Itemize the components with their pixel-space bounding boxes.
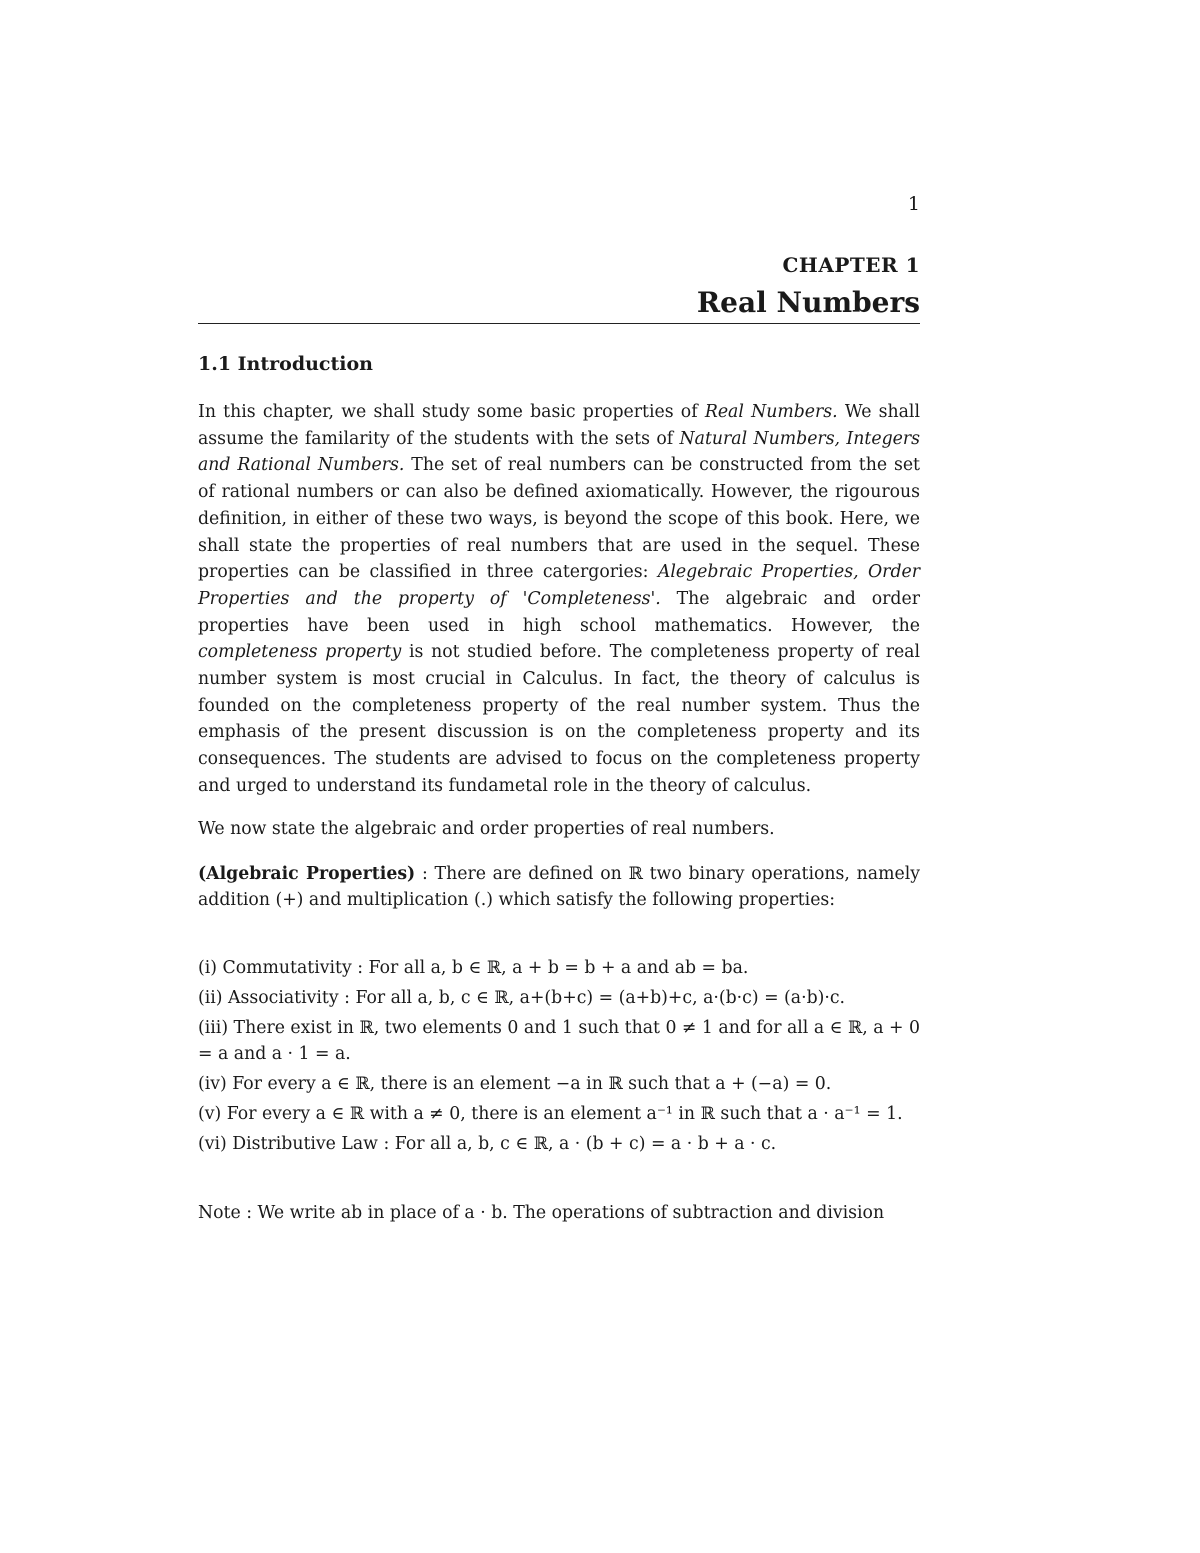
page-number: 1 [907, 193, 920, 215]
intro-text-3: The set of real numbers can be constructed from the set of rational numbers or can also be defined axiomatically. However, the rigourous definition, in either of these two ways, is beyond the scope of this book. Here, we shall state the properties of real numbers that are used in the sequel. These properties can be classified in three catergories: [198, 455, 920, 583]
intro-text-2: We shall assume the familarity of the students with the sets of [198, 402, 920, 449]
algebraic-properties-text: : There are defined on ℝ two binary operations, namely addition (+) and multiplication (.) which satisfy the following properties: [198, 864, 920, 910]
intro-emphasis-4: completeness property [198, 642, 402, 663]
title-rule [198, 323, 920, 324]
intro-text-1: In this chapter, we shall study some basic properties of [198, 402, 705, 422]
algebraic-properties-paragraph [198, 861, 920, 913]
properties-statement: We now state the algebraic and order properties of real numbers. [198, 819, 775, 839]
property-distributive-law: (vi) Distributive Law : For all a, b, c ∈ ℝ, a · (b + c) = a · b + a · c. [198, 1134, 777, 1154]
intro-emphasis-3: Alegebraic Properties, Order Properties and the property of 'Completeness'. [198, 562, 920, 609]
chapter-label: CHAPTER 1 [782, 253, 920, 277]
intro-emphasis-2: Natural Numbers, Integers and Rational Numbers. [198, 428, 920, 476]
intro-paragraph [198, 399, 920, 800]
properties-list [198, 955, 920, 1161]
property-associativity: (ii) Associativity : For all a, b, c ∈ ℝ, a+(b+c) = (a+b)+c, a·(b·c) = (a·b)·c. [198, 988, 846, 1008]
intro-emphasis-1: Real Numbers. [704, 402, 838, 422]
property-commutativity: (i) Commutativity : For all a, b ∈ ℝ, a + b = b + a and ab = ba. [198, 958, 749, 978]
property-multiplicative-inverse: (v) For every a ∈ ℝ with a ≠ 0, there is an element a⁻¹ in ℝ such that a · a⁻¹ = 1. [198, 1104, 903, 1124]
intro-text-4: The algebraic and order properties have been used in high school mathematics. However, the [198, 588, 920, 636]
property-additive-inverse: (iv) For every a ∈ ℝ, there is an element −a in ℝ such that a + (−a) = 0. [198, 1074, 832, 1094]
algebraic-properties-label: (Algebraic Properties) [198, 864, 416, 884]
property-identities: (iii) There exist in ℝ, two elements 0 and 1 such that 0 ≠ 1 and for all a ∈ ℝ, a + 0 = a and a · 1 = a. [198, 1018, 921, 1064]
section-heading: 1.1 Introduction [198, 353, 373, 375]
intro-text-5: is not studied before. The completeness property of real number system is most crucial in Calculus. In fact, the theory of calculus is founded on the completeness property of the real number system. Thus the emphasis of the present discussion is on the completeness property and its consequences. The students are advised to focus on the completeness property and urged to understand its fundametal role in the theory of calculus. [198, 642, 921, 796]
chapter-title: Real Numbers [696, 286, 920, 319]
note-text: Note : We write ab in place of a · b. The operations of subtraction and division [198, 1203, 885, 1223]
